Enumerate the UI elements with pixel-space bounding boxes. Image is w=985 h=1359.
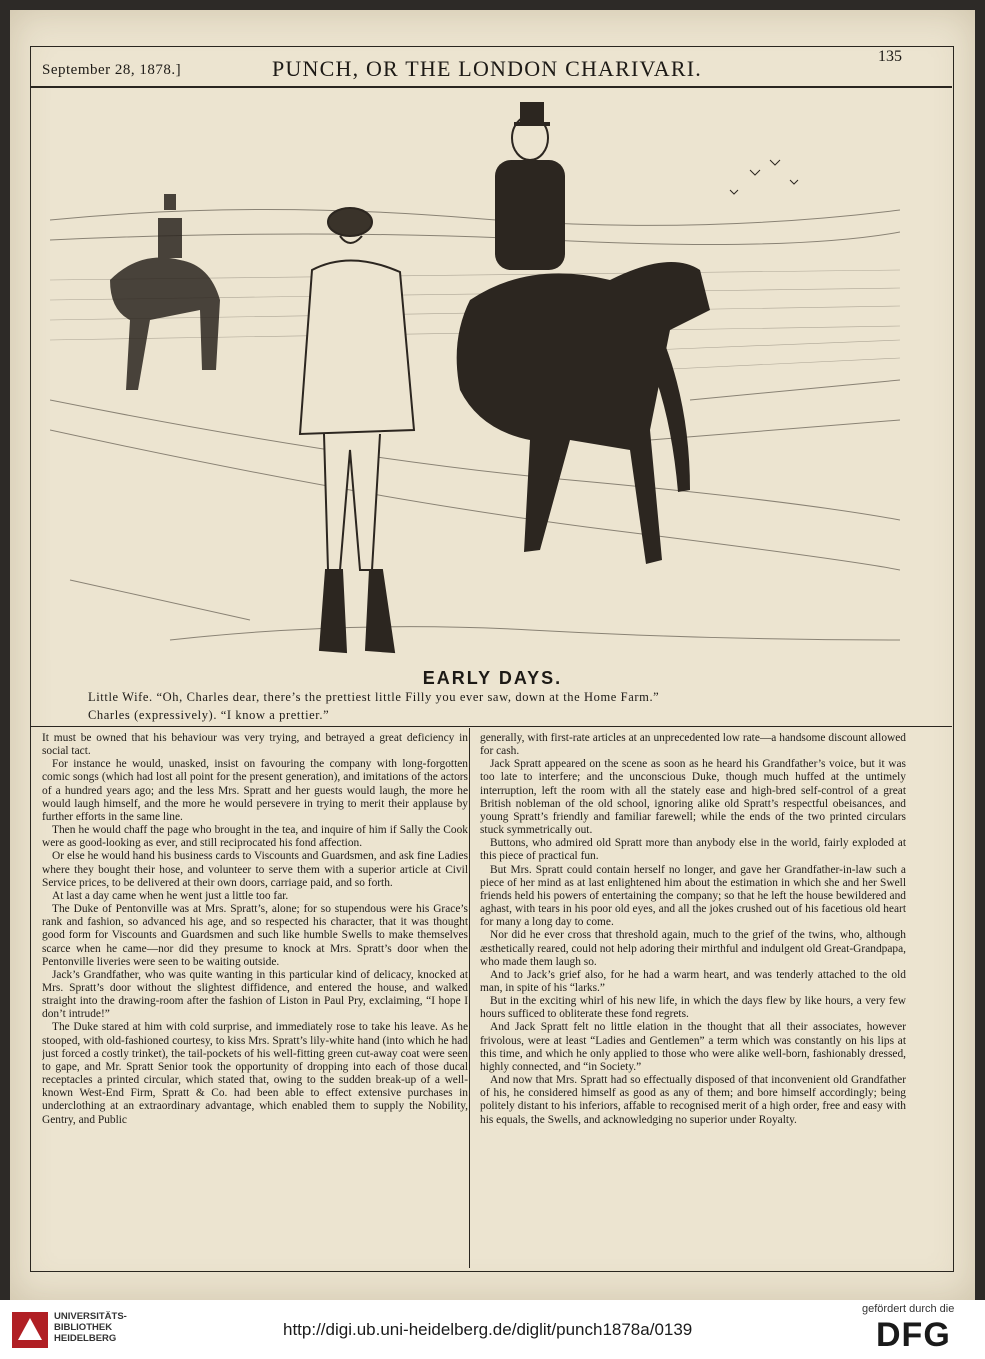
header-title: PUNCH, OR THE LONDON CHARIVARI. — [272, 56, 702, 81]
caption-line-2: Charles (expressively). “I know a prettier.” — [88, 708, 330, 722]
institution-name: UNIVERSITÄTS- BIBLIOTHEK HEIDELBERG — [54, 1311, 127, 1344]
header-date: September 28, 1878.] — [42, 62, 182, 78]
paragraph: But Mrs. Spratt could contain herself no longer, and gave her Grandfather-in-law such a piece of her mind as at last enlightened him about the estimation in which she and her Swell friends held his powers of entertaining the company; so that he left the house bewildered and aghast, with tears in his poor old eyes, and all the jokes crushed out of his facetious old heart for many a long day to come. — [480, 863, 906, 929]
paragraph: At last a day came when he went just a little too far. — [52, 889, 289, 902]
running-header — [42, 48, 902, 84]
caption-rule — [30, 726, 952, 727]
paragraph: For instance he would, unasked, insist on favouring the company with long-forgotten comic songs (which had lost all point for the present generation), and imitations of the actors of a hundred years ago; and the less Mrs. Spratt and her guests would laugh, the more he would laugh himself, and the more he would persevere in trying to merit their applause by further efforts in the same line. — [42, 758, 468, 823]
paragraph: And to Jack’s grief also, for he had a warm heart, and was tenderly attached to the old man, in spite of his “larks.” — [480, 968, 906, 994]
paragraph: Jack Spratt appeared on the scene as soon as he heard his Grandfather’s voice, but it was too late to interfere; and the unconscious Duke, though much huffed at the untimely interruption, left the room with all the stately ease and high-bred self-control of a great British nobleman of the old school, ignoring alike old Spratt’s respectful obeisances, and young Spratt’s friendly and familiar farewell; while the ends of the two printed circulars stuck symmetrically out. — [480, 758, 906, 837]
paragraph: Nor did he ever cross that threshold again, much to the grief of the twins, who, although æsthetically reared, could not help adoring their mirthful and indulgent old Great-Grandpapa, who made them laugh so. — [480, 929, 906, 968]
paragraph: It must be owned that his behaviour was very trying, and betrayed a great deficiency in social tact. — [42, 732, 468, 758]
paragraph: Buttons, who admired old Spratt more than anybody else in the world, fairly exploded at this piece of practical fun. — [480, 837, 906, 863]
scanned-page — [10, 10, 975, 1300]
paragraph: But in the exciting whirl of his new life, in which the days flew by like hours, a very few hours sufficed to obliterate these fond regrets. — [480, 995, 906, 1021]
dfg-logo: DFG — [876, 1316, 951, 1354]
engraving-illustration — [50, 100, 900, 660]
caption-line-1: Little Wife. “Oh, Charles dear, there’s the prettiest little Filly you ever saw, down at the Home Farm.” — [88, 690, 660, 704]
paragraph: The Duke stared at him with cold surprise, and immediately rose to take his leave. As he stooped, with old-fashioned courtesy, to kiss Mrs. Spratt’s lily-white hand (into which he had just forced a costly trinket), the tail-pockets of his well-fitting green cut-away coat were seen to gape, and Mr. Spratt Senior took the opportunity of dropping into each of those ducal receptacles a printed circular, which stated that, owing to the sudden break-up of a well-known West-End Firm, Spratt & Co. had been able to effect extensive purchases in underclothing at an extraordinary advantage, which enabled them to supply the Nobility, Gentry, and Public — [42, 1021, 468, 1126]
illustration-title: EARLY DAYS. — [422, 668, 563, 688]
university-logo-icon — [10, 1310, 50, 1350]
paragraph: And Jack Spratt felt no little elation in the thought that all their associates, however frivolous, were at least “Ladies and Gentlemen” a term which was constantly on his lips at this time, and which he only applied to those who were alike well-born, fashionably dressed, highly connected, and “in Society.” — [480, 1021, 906, 1073]
page-number: 135 — [878, 48, 902, 65]
right-column — [480, 732, 906, 1252]
left-column — [42, 732, 468, 1252]
paragraph: And now that Mrs. Spratt had so effectually disposed of that inconvenient old Grandfather of his, he considered himself as good as any of them; and bore himself accordingly; being politely distant to his inferiors, affable to recognised merit of a high order, free and easy with his equals, the Swells, and acknowledging no superior under Royalty. — [480, 1074, 906, 1126]
sponsor-label: gefördert durch die — [862, 1303, 955, 1315]
paragraph: Then he would chaff the page who brought in the tea, and inquire of him if Sally the Cook were as good-looking as ever, and still reciprocated his fond affection. — [42, 824, 468, 850]
paragraph: The Duke of Pentonville was at Mrs. Spratt’s, alone; for so stupendous were his Grace’s rank and fashion, so advanced his age, and so respected his character, that it was thought good form for Viscounts and Guardsmen and such like humble Swells to make themselves scarce when he came—nor did they presume to knock at Mrs. Spratt’s door when the Pentonville liveries were seen to be waiting outside. — [42, 903, 468, 968]
paragraph: Jack’s Grandfather, who was quite wanting in this particular kind of delicacy, knocked at Mrs. Spratt’s door without the slightest diffidence, and entered the house, and walked straight into the drawing-room after the fashion of Liston in Paul Pry, exclaiming, “I hope I don’t intrude!” — [42, 968, 468, 1021]
paragraph: generally, with first-rate articles at an unprecedented low rate—a handsome discount allowed for cash. — [480, 732, 906, 758]
permalink-url[interactable]: http://digi.ub.uni-heidelberg.de/diglit/punch1878a/0139 — [283, 1320, 693, 1339]
header-rule — [30, 86, 952, 88]
column-divider — [469, 728, 470, 1268]
paragraph: Or else he would hand his business cards to Viscounts and Guardsmen, and ask fine Ladies where they bought their hose, and volunteer to serve them with a superior article at Civil Service prices, to be delivered at their own doors, carriage paid, and so forth. — [42, 850, 468, 889]
viewer-footer — [0, 1300, 985, 1359]
